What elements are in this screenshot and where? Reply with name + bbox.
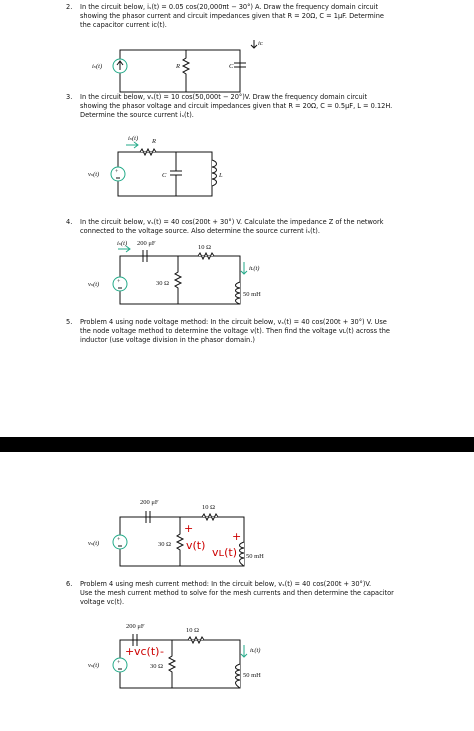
capacitor-icon: [170, 152, 182, 196]
problem-text-line: Use the mesh current method to solve for the mesh currents and then determine the capacitor: [80, 589, 394, 598]
problem-text-line: Problem 4 using node voltage method: In the circuit below, vₛ(t) = 40 cos(200t + 30°) V. Use: [80, 318, 387, 326]
inductor-current-label: iʟ(t): [249, 265, 260, 272]
handwritten-node-voltage: v(t): [186, 539, 206, 552]
handwritten-inductor-voltage: vʟ(t): [212, 546, 237, 559]
resistor-icon: [202, 514, 218, 520]
resistor-icon: [177, 517, 183, 566]
resistor-icon: [198, 253, 214, 259]
resistor-label: R: [152, 138, 156, 145]
source-current-label: iₛ(t): [117, 240, 128, 247]
source-current-label: iₛ(t): [128, 135, 139, 142]
handwritten-plus: +: [232, 530, 242, 543]
problem-number: 5.: [66, 318, 73, 326]
capacitor-label: 200 μF: [126, 623, 145, 630]
resistor-icon: [183, 50, 189, 92]
source-voltage-label: vₛ(t): [88, 281, 100, 288]
circuit-problem-6: [88, 623, 261, 688]
circuit-problem-4: [88, 240, 261, 304]
capacitor-icon: [234, 50, 246, 92]
worksheet-page-2: [0, 452, 474, 731]
handwritten-plus: +: [184, 522, 194, 535]
resistor-label: 10 Ω: [198, 244, 211, 251]
problem-text-line: In the circuit below, vₛ(t) = 40 cos(200t + 30°) V. Calculate the impedance Z of the network: [80, 218, 384, 226]
problem-number: 2.: [66, 3, 73, 11]
problem-number: 6.: [66, 580, 73, 588]
problem-text-line: connected to the voltage source. Also determine the source current iₛ(t).: [80, 227, 320, 236]
source-voltage-label: vₛ(t): [88, 540, 100, 547]
circuit-problem-2: [92, 40, 264, 92]
circuit-problem-3: [88, 135, 223, 196]
inductor-label: 50 mH: [243, 672, 261, 679]
problem-text-line: voltage vᴄ(t).: [80, 598, 125, 607]
problem-text-line: In the circuit below, iₛ(t) = 0.05 cos(20,000πt − 30°) A. Draw the frequency domain circuit: [80, 3, 379, 11]
problem-text-line: Determine the source current iₛ(t).: [80, 111, 194, 120]
circuit-diagrams-page-2: [0, 452, 474, 731]
capacitor-current-label: iᴄ: [258, 40, 263, 47]
problem-number: 3.: [66, 93, 73, 101]
handwritten-capacitor-voltage: vᴄ(t): [134, 645, 160, 658]
resistor-icon: [175, 256, 181, 304]
plus-sign: +: [117, 660, 121, 666]
circuit-problem-5: [88, 499, 264, 566]
handwritten-plus: +: [125, 645, 135, 658]
resistor-label: 30 Ω: [150, 663, 163, 670]
resistor-icon: [140, 149, 156, 155]
capacitor-label: 200 μF: [137, 240, 156, 247]
resistor-label: 10 Ω: [186, 627, 199, 634]
inductor-label: L: [219, 172, 223, 179]
problem-text-line: showing the phasor voltage and circuit impedances given that R = 20Ω, C = 0.5μF, L = 0.12H.: [80, 102, 393, 111]
problem-text-line: In the circuit below, vₛ(t) = 10 cos(50,000t − 20°)V. Draw the frequency domain circuit: [80, 93, 368, 101]
resistor-label: 30 Ω: [156, 280, 169, 287]
resistor-label: R: [176, 63, 180, 70]
inductor-icon: [240, 542, 245, 566]
inductor-label: 50 mH: [246, 553, 264, 560]
plus-sign: +: [117, 279, 121, 285]
capacitor-label: 200 μF: [140, 499, 159, 506]
problem-text-line: inductor (use voltage division in the phasor domain.): [80, 336, 255, 345]
resistor-icon: [169, 640, 175, 688]
problem-text-line: Problem 4 using mesh current method: In the circuit below, vₛ(t) = 40 cos(200t + 30°)V.: [80, 580, 372, 588]
source-voltage-label: vₛ(t): [88, 662, 100, 669]
capacitor-label: C: [229, 63, 234, 70]
handwritten-minus: -: [160, 645, 164, 658]
resistor-icon: [188, 637, 204, 643]
inductor-label: 50 mH: [243, 291, 261, 298]
source-current-label: iₛ(t): [92, 63, 103, 70]
resistor-label: 10 Ω: [202, 504, 215, 511]
inductor-icon: [236, 282, 241, 304]
problem-text-line: showing the phasor current and circuit impedances given that R = 20Ω, C = 1μF. Determine: [80, 12, 384, 21]
plus-sign: +: [115, 169, 119, 175]
inductor-icon: [212, 160, 217, 186]
problem-number: 4.: [66, 218, 73, 226]
capacitor-icon: [120, 511, 170, 523]
source-voltage-label: vₛ(t): [88, 171, 100, 178]
problem-text-line: the node voltage method to determine the voltage v(t). Then find the voltage vʟ(t) across the: [80, 327, 390, 336]
page-separator: [0, 437, 474, 452]
capacitor-label: C: [162, 172, 167, 179]
problem-text-line: the capacitor current iᴄ(t).: [80, 21, 167, 30]
inductor-icon: [236, 664, 241, 688]
inductor-current-label: iʟ(t): [250, 647, 261, 654]
resistor-label: 30 Ω: [158, 541, 171, 548]
plus-sign: +: [117, 537, 121, 543]
